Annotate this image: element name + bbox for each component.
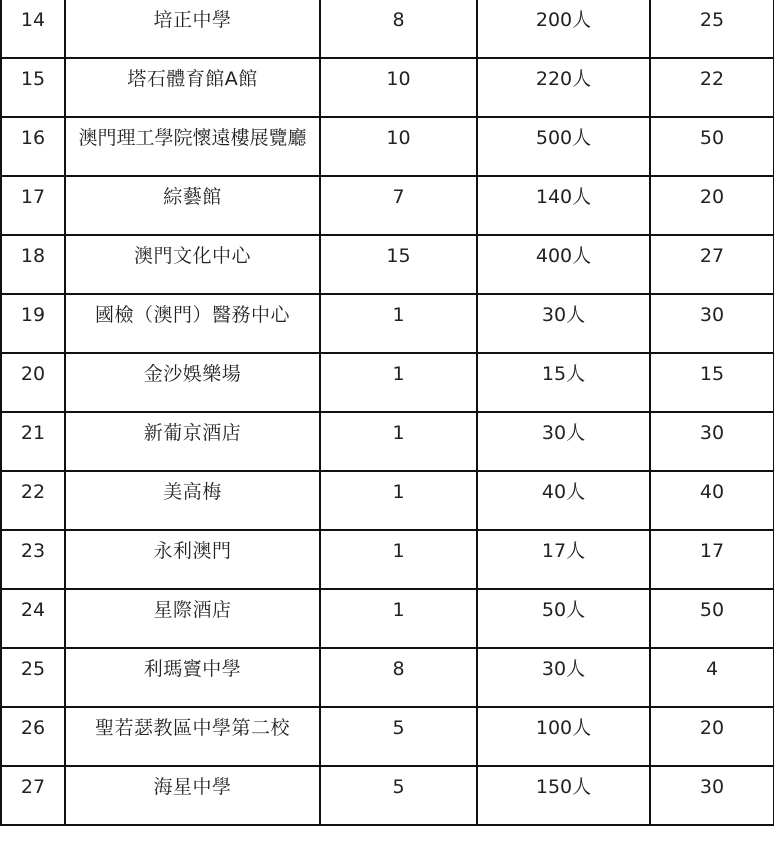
per-session: 15	[699, 363, 725, 384]
capacity: 500人	[535, 127, 592, 148]
capacity-cell	[477, 117, 650, 176]
session-count: 1	[392, 422, 405, 443]
per-session-cell	[650, 471, 774, 530]
per-session-cell	[650, 707, 774, 766]
capacity: 17人	[541, 540, 586, 561]
row-index-cell	[1, 294, 65, 353]
capacity-cell	[477, 0, 650, 58]
venue-name-cell	[65, 353, 320, 412]
row-index-cell	[1, 117, 65, 176]
per-session: 20	[699, 717, 725, 738]
per-session-cell	[650, 176, 774, 235]
venue-name-cell	[65, 589, 320, 648]
session-count-cell	[320, 530, 477, 589]
capacity-cell	[477, 176, 650, 235]
per-session: 17	[699, 540, 725, 561]
table-row	[1, 0, 774, 58]
session-count: 1	[392, 481, 405, 502]
capacity: 400人	[535, 245, 592, 266]
venue-name: 澳門文化中心	[133, 245, 251, 266]
row-index: 25	[20, 658, 46, 679]
per-session-cell	[650, 589, 774, 648]
session-count: 1	[392, 363, 405, 384]
per-session-cell	[650, 235, 774, 294]
session-count: 8	[392, 9, 405, 30]
row-index-cell	[1, 471, 65, 530]
capacity-cell	[477, 353, 650, 412]
row-index: 16	[20, 127, 46, 148]
venue-name: 海星中學	[153, 776, 232, 797]
session-count-cell	[320, 0, 477, 58]
table-row	[1, 471, 774, 530]
session-count: 15	[386, 245, 411, 266]
table-row	[1, 707, 774, 766]
table-row	[1, 530, 774, 589]
table-row	[1, 117, 774, 176]
session-count-cell	[320, 412, 477, 471]
capacity-cell	[477, 58, 650, 117]
session-count-cell	[320, 648, 477, 707]
row-index: 17	[20, 186, 46, 207]
capacity: 30人	[541, 304, 586, 325]
venue-table-body	[1, 0, 774, 825]
capacity: 150人	[535, 776, 592, 797]
row-index: 22	[20, 481, 46, 502]
table-row	[1, 58, 774, 117]
venue-name-cell	[65, 707, 320, 766]
row-index-cell	[1, 707, 65, 766]
venue-name-cell	[65, 58, 320, 117]
capacity-cell	[477, 471, 650, 530]
table-row	[1, 176, 774, 235]
per-session-cell	[650, 353, 774, 412]
capacity: 30人	[541, 422, 586, 443]
venue-name-cell	[65, 471, 320, 530]
row-index: 27	[20, 776, 46, 797]
capacity-cell	[477, 648, 650, 707]
row-index-cell	[1, 176, 65, 235]
per-session: 30	[699, 304, 725, 325]
capacity: 100人	[535, 717, 592, 738]
row-index: 23	[20, 540, 46, 561]
per-session: 30	[699, 422, 725, 443]
session-count-cell	[320, 766, 477, 825]
session-count: 5	[392, 776, 405, 797]
row-index-cell	[1, 648, 65, 707]
per-session-cell	[650, 0, 774, 58]
row-index-cell	[1, 412, 65, 471]
venue-name: 綜藝館	[163, 186, 222, 207]
venue-name-cell	[65, 117, 320, 176]
per-session: 22	[699, 68, 725, 89]
per-session: 4	[705, 658, 719, 679]
capacity-cell	[477, 766, 650, 825]
per-session-cell	[650, 117, 774, 176]
session-count-cell	[320, 294, 477, 353]
session-count: 10	[386, 68, 411, 89]
capacity-cell	[477, 589, 650, 648]
venue-name: 塔石體育館A館	[127, 68, 258, 89]
table-row	[1, 648, 774, 707]
row-index: 20	[20, 363, 46, 384]
capacity: 40人	[541, 481, 586, 502]
venue-name-cell	[65, 530, 320, 589]
table-row	[1, 353, 774, 412]
row-index-cell	[1, 58, 65, 117]
capacity-cell	[477, 235, 650, 294]
capacity-cell	[477, 412, 650, 471]
table-row	[1, 235, 774, 294]
row-index-cell	[1, 353, 65, 412]
venue-name: 新葡京酒店	[143, 422, 242, 443]
capacity: 140人	[535, 186, 592, 207]
row-index-cell	[1, 589, 65, 648]
row-index: 18	[20, 245, 46, 266]
per-session-cell	[650, 294, 774, 353]
row-index-cell	[1, 235, 65, 294]
session-count-cell	[320, 117, 477, 176]
per-session: 50	[699, 127, 725, 148]
capacity-cell	[477, 530, 650, 589]
per-session: 40	[699, 481, 725, 502]
row-index-cell	[1, 530, 65, 589]
venue-name-cell	[65, 176, 320, 235]
per-session-cell	[650, 58, 774, 117]
capacity: 50人	[541, 599, 586, 620]
session-count: 1	[392, 304, 405, 325]
session-count: 1	[392, 540, 405, 561]
venue-name: 永利澳門	[153, 540, 232, 561]
table-row	[1, 766, 774, 825]
session-count-cell	[320, 589, 477, 648]
per-session: 25	[699, 9, 725, 30]
session-count-cell	[320, 353, 477, 412]
venue-name: 澳門理工學院懷遠樓展覽廳	[78, 127, 307, 148]
table-row	[1, 589, 774, 648]
venue-name: 利瑪竇中學	[143, 658, 242, 679]
per-session: 50	[699, 599, 725, 620]
session-count: 1	[392, 599, 405, 620]
session-count-cell	[320, 471, 477, 530]
per-session: 20	[699, 186, 725, 207]
table-row	[1, 294, 774, 353]
session-count: 5	[392, 717, 405, 738]
session-count-cell	[320, 176, 477, 235]
capacity: 200人	[535, 9, 592, 30]
venue-name-cell	[65, 648, 320, 707]
per-session-cell	[650, 530, 774, 589]
capacity-cell	[477, 294, 650, 353]
capacity: 15人	[541, 363, 586, 384]
row-index: 26	[20, 717, 46, 738]
venue-name: 國檢（澳門）醫務中心	[94, 304, 290, 325]
capacity: 30人	[541, 658, 586, 679]
row-index: 14	[20, 9, 46, 30]
session-count-cell	[320, 707, 477, 766]
per-session-cell	[650, 412, 774, 471]
venue-name: 聖若瑟教區中學第二校	[94, 717, 290, 738]
session-count: 7	[392, 186, 405, 207]
venue-name: 金沙娛樂場	[143, 363, 242, 384]
venue-name-cell	[65, 235, 320, 294]
per-session: 27	[699, 245, 725, 266]
row-index: 15	[20, 68, 46, 89]
venue-name-cell	[65, 294, 320, 353]
session-count: 10	[386, 127, 411, 148]
venue-name: 美高梅	[163, 481, 222, 502]
per-session-cell	[650, 648, 774, 707]
venue-name-cell	[65, 0, 320, 58]
row-index: 19	[20, 304, 46, 325]
row-index-cell	[1, 0, 65, 58]
per-session-cell	[650, 766, 774, 825]
venue-name: 星際酒店	[153, 599, 232, 620]
venue-name: 培正中學	[153, 9, 232, 30]
capacity-cell	[477, 707, 650, 766]
session-count-cell	[320, 235, 477, 294]
row-index-cell	[1, 766, 65, 825]
row-index: 24	[20, 599, 46, 620]
venue-name-cell	[65, 766, 320, 825]
session-count: 8	[392, 658, 405, 679]
venue-name-cell	[65, 412, 320, 471]
session-count-cell	[320, 58, 477, 117]
table-row	[1, 412, 774, 471]
row-index: 21	[20, 422, 46, 443]
capacity: 220人	[535, 68, 592, 89]
per-session: 30	[699, 776, 725, 797]
